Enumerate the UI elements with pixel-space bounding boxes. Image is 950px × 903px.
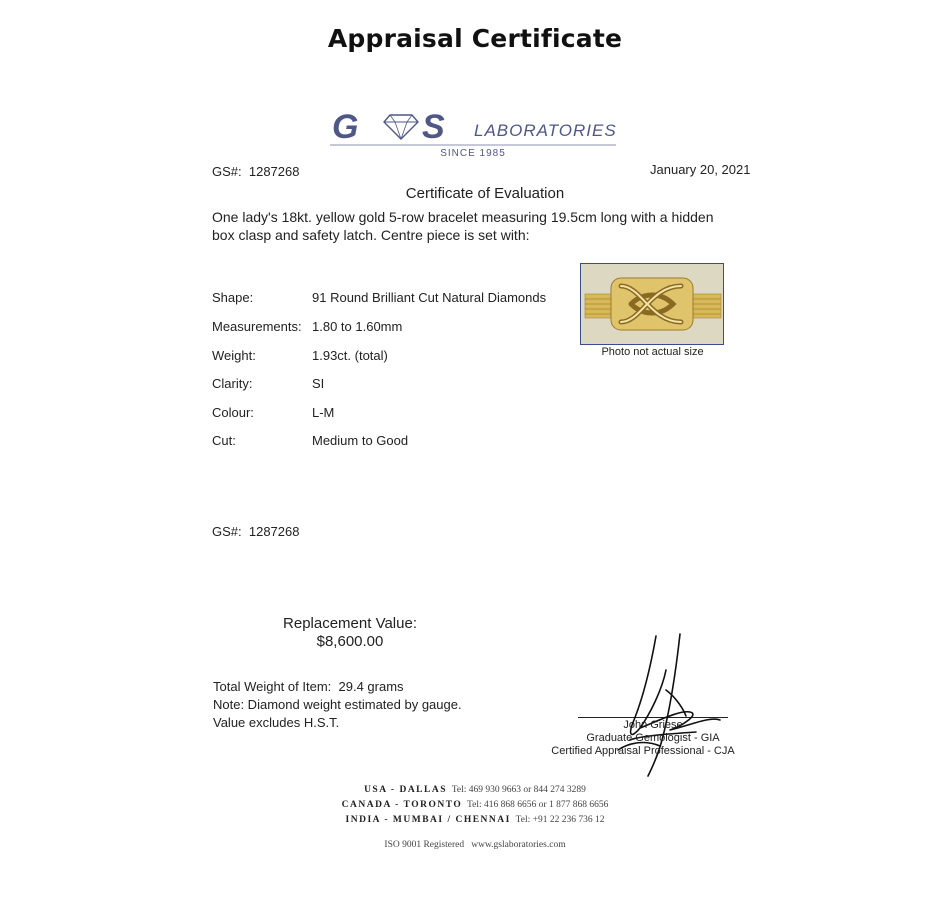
certificate-heading: Certificate of Evaluation [405, 185, 565, 202]
handwritten-signature [570, 630, 740, 780]
signatory-name: John Griese [623, 719, 683, 731]
photo-caption: Photo not actual size [601, 346, 704, 358]
contact-city: USA - DALLAS [364, 785, 447, 795]
spec-label: Colour: [212, 405, 254, 420]
contact-canada [0, 800, 950, 810]
contact-tel: Tel: 469 930 9663 or 844 274 3289 [451, 785, 586, 795]
spec-label: Clarity: [212, 376, 253, 391]
gs-number-value: 1287268 [248, 164, 300, 179]
spec-value: L-M [312, 405, 335, 420]
contact-city: CANADA - TORONTO [341, 800, 463, 810]
spec-value: SI [312, 376, 325, 391]
spec-label: Cut: [212, 433, 236, 448]
spec-value: 1.93ct. (total) [312, 348, 388, 363]
total-weight-value: 29.4 grams [338, 679, 404, 694]
total-weight-label: Total Weight of Item: [213, 679, 332, 694]
gs-laboratories-logo [328, 110, 618, 160]
replacement-value: $8,600.00 [316, 633, 384, 650]
gs-number-header [212, 164, 299, 179]
spec-label: Shape: [212, 290, 254, 305]
diamond-icon [384, 115, 418, 139]
bracelet-photo [580, 263, 724, 345]
total-weight [213, 679, 404, 694]
replacement-value-label: Replacement Value: [283, 615, 417, 632]
tax-note: Value excludes H.S.T. [213, 715, 340, 730]
signatory-title-1: Graduate Gemologist - GIA [586, 732, 720, 744]
gs-number-label: GS#: [212, 164, 242, 179]
spec-value: Medium to Good [312, 433, 409, 448]
contact-tel: Tel: 416 868 6656 or 1 877 868 6656 [467, 800, 609, 810]
page-title: Appraisal Certificate [327, 24, 623, 53]
contact-india [0, 815, 950, 825]
logo-since: SINCE 1985 [440, 148, 506, 159]
certificate-date: January 20, 2021 [650, 162, 751, 177]
logo-letter-s: S [422, 110, 445, 146]
spec-value: 91 Round Brilliant Cut Natural Diamonds [312, 290, 547, 305]
website-link[interactable]: www.gslaboratories.com [471, 840, 566, 850]
gs-number-label: GS#: [212, 524, 242, 539]
spec-label: Weight: [212, 348, 256, 363]
spec-value: 1.80 to 1.60mm [312, 319, 403, 334]
contact-usa [0, 785, 950, 795]
signatory-title-2: Certified Appraisal Professional - CJA [551, 745, 735, 757]
contact-tel: Tel: +91 22 236 736 12 [515, 815, 605, 825]
description-line-1: One lady's 18kt. yellow gold 5-row bracelet measuring 19.5cm long with a hidden [212, 209, 714, 225]
logo-laboratories: LABORATORIES [474, 121, 617, 140]
gs-number-value: 1287268 [248, 524, 300, 539]
diamond-weight-note: Note: Diamond weight estimated by gauge. [213, 697, 462, 712]
contact-city: INDIA - MUMBAI / CHENNAI [345, 815, 511, 825]
description-line-2: box clasp and safety latch. Centre piece is set with: [212, 227, 530, 243]
registration-line [0, 840, 950, 850]
spec-label: Measurements: [212, 319, 302, 334]
logo-letter-g: G [332, 110, 359, 146]
iso-registration: ISO 9001 Registered [384, 840, 465, 850]
gs-number-footer [212, 524, 299, 539]
